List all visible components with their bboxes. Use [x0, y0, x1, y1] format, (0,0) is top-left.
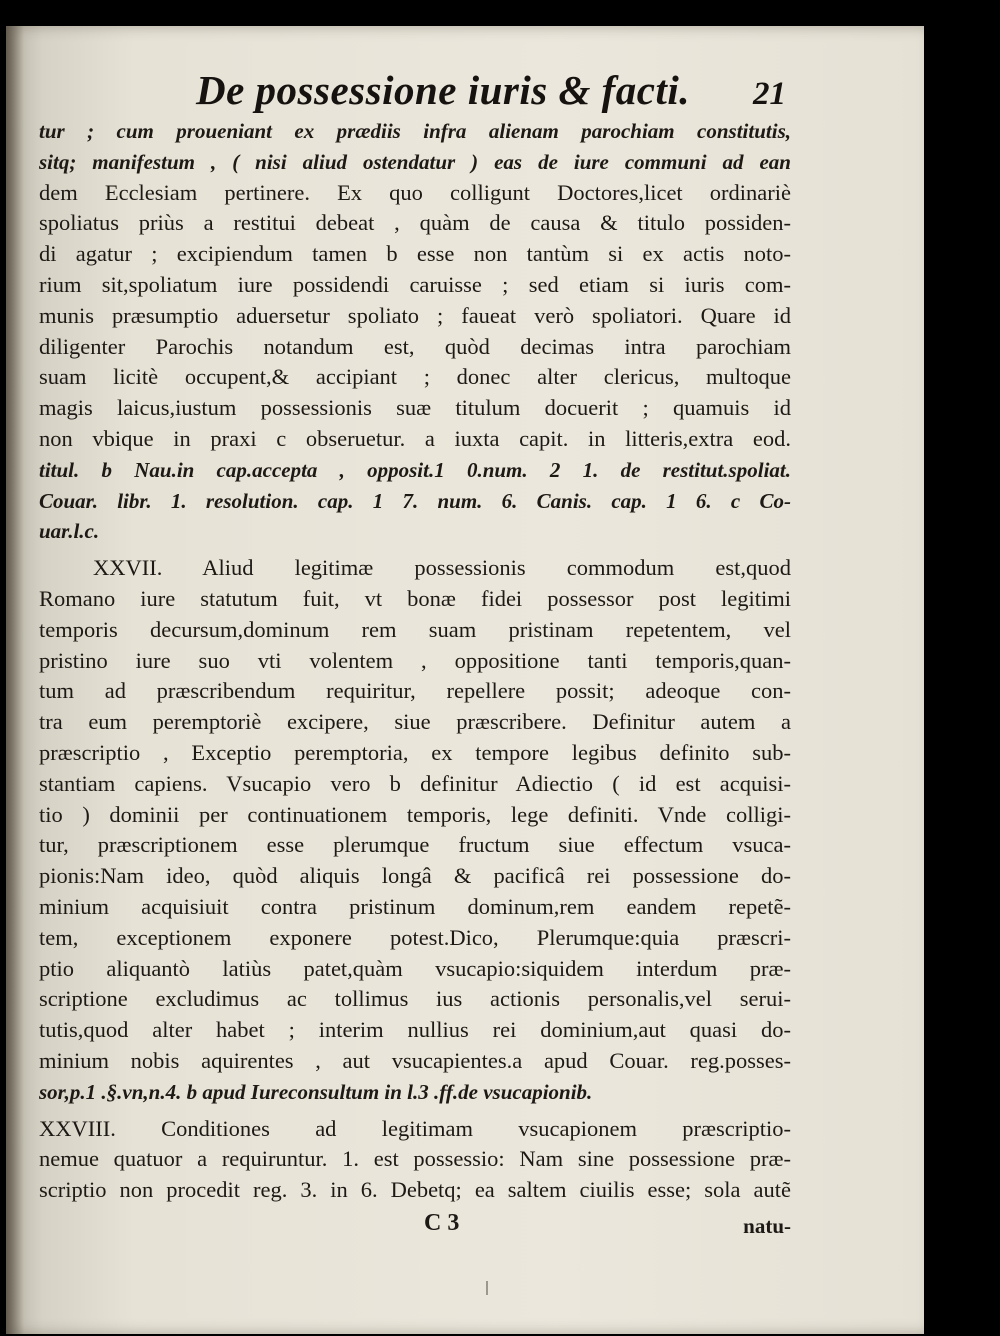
- text-line: nemue quatuor a requiruntur. 1. est possessio: Nam sine possessione præ-: [39, 1146, 791, 1172]
- text-line: pionis:Nam ideo, quòd aliquis longâ & pacificâ rei possessione do-: [39, 863, 791, 889]
- body-text: [39, 116, 791, 1206]
- text-line: tra eum peremptoriè excipere, siue præscribere. Definitur autem a: [39, 709, 791, 735]
- footnote-line: sor,p.1 .§.vn,n.4. b apud Iureconsultum in l.3 .ff.de vsucapionib.: [39, 1079, 593, 1104]
- text-line: rium sit,spoliatum iure possidendi caruisse ; sed etiam si iuris com-: [39, 271, 791, 297]
- text-line: minium nobis aquirentes , aut vsucapientes.a apud Couar. reg.posses-: [39, 1047, 791, 1073]
- text-line: tur, præscriptionem esse plerumque fructum siue effectum vsuca-: [39, 832, 791, 858]
- section-heading-line: XXVIII. Conditiones ad legitimam vsucapionem præscriptio-: [39, 1115, 791, 1141]
- text-line: diligenter Parochis notandum est, quòd decimas intra parochiam: [39, 333, 791, 359]
- section-heading-line: XXVII. Aliud legitimæ possessionis commodum est,quod: [93, 555, 791, 581]
- text-line: tutis,quod alter habet ; interim nullius rei dominium,aut quasi do-: [39, 1017, 791, 1043]
- text-line: tum ad præscribendum requiritur, repellere possit; adeoque con-: [39, 678, 791, 704]
- paragraph-27: [39, 553, 791, 1107]
- signature-mark: C 3: [424, 1210, 460, 1236]
- text-line: minium acquisiuit contra pristinum dominum,rem eandem repetẽ-: [39, 893, 791, 919]
- text-line: spoliatus priùs a restitui debeat , quàm de causa & titulo possiden-: [39, 210, 791, 236]
- page-header: [196, 66, 794, 122]
- footnote-line: Couar. libr. 1. resolution. cap. 1 7. num. 6. Canis. cap. 1 6. c Co-: [39, 488, 791, 513]
- text-line: dem Ecclesiam pertinere. Ex quo colligunt Doctores,licet ordinariè: [39, 179, 791, 205]
- text-line: stantiam capiens. Vsucapio vero b definitur Adiectio ( id est acquisi-: [39, 770, 791, 796]
- footnote-line: uar.l.c.: [39, 519, 100, 544]
- text-line: tio ) dominii per continuationem temporis, lege definiti. Vnde colligi-: [39, 801, 791, 827]
- gutter-shadow: [6, 26, 24, 1334]
- text-line: sitq; manifestum , ( nisi aliud ostendatur ) eas de iure communi ad ean: [39, 149, 791, 174]
- page-number: 21: [753, 76, 786, 112]
- text-line: tem, exceptionem exponere potest.Dico, Plerumque:quia præscri-: [39, 924, 791, 950]
- text-line: præscriptio , Exceptio peremptoria, ex tempore legibus definito sub-: [39, 739, 791, 765]
- text-line: pristino iure suo vti volentem , oppositione tanti temporis,quan-: [39, 647, 791, 673]
- text-line: ptio aliquantò latiùs patet,quàm vsucapio:siquidem interdum præ-: [39, 955, 791, 981]
- paragraph-1: [39, 116, 791, 547]
- text-line: non vbique in praxi c obseruetur. a iuxta capit. in litteris,extra eod.: [39, 425, 791, 451]
- catchword: natu-: [743, 1214, 791, 1238]
- text-line: suam licitè occupent,& accipiant ; donec alter clericus, multoque: [39, 364, 791, 390]
- text-line: Romano iure statutum fuit, vt bonæ fidei possessor post legitimi: [39, 585, 791, 611]
- page-footer: [39, 1210, 791, 1242]
- text-line: tur ; cum proueniant ex prædiis infra alienam parochiam constitutis,: [39, 119, 791, 143]
- text-line: munis præsumptio aduersetur spoliato ; faueat verò spoliatori. Quare id: [39, 302, 791, 328]
- paragraph-28: [39, 1114, 791, 1206]
- running-head: De possessione iuris & facti.: [196, 67, 690, 113]
- book-page: [6, 26, 924, 1334]
- text-line: magis laicus,iustum possessionis suæ titulum docuerit ; quamuis id: [39, 395, 791, 421]
- text-line: scriptione excludimus ac tollimus ius actionis personalis,vel serui-: [39, 986, 791, 1012]
- footnote-line: titul. b Nau.in cap.accepta , opposit.1 0.num. 2 1. de restitut.spoliat.: [39, 457, 791, 482]
- paper-blemish: [486, 1281, 488, 1295]
- text-line: di agatur ; excipiendum tamen b esse non tantùm si ex actis noto-: [39, 241, 791, 267]
- text-line: temporis decursum,dominum rem suam pristinam repetentem, vel: [39, 616, 791, 642]
- text-line: scriptio non procedit reg. 3. in 6. Debetq; ea saltem ciuilis esse; sola autẽ: [39, 1177, 791, 1203]
